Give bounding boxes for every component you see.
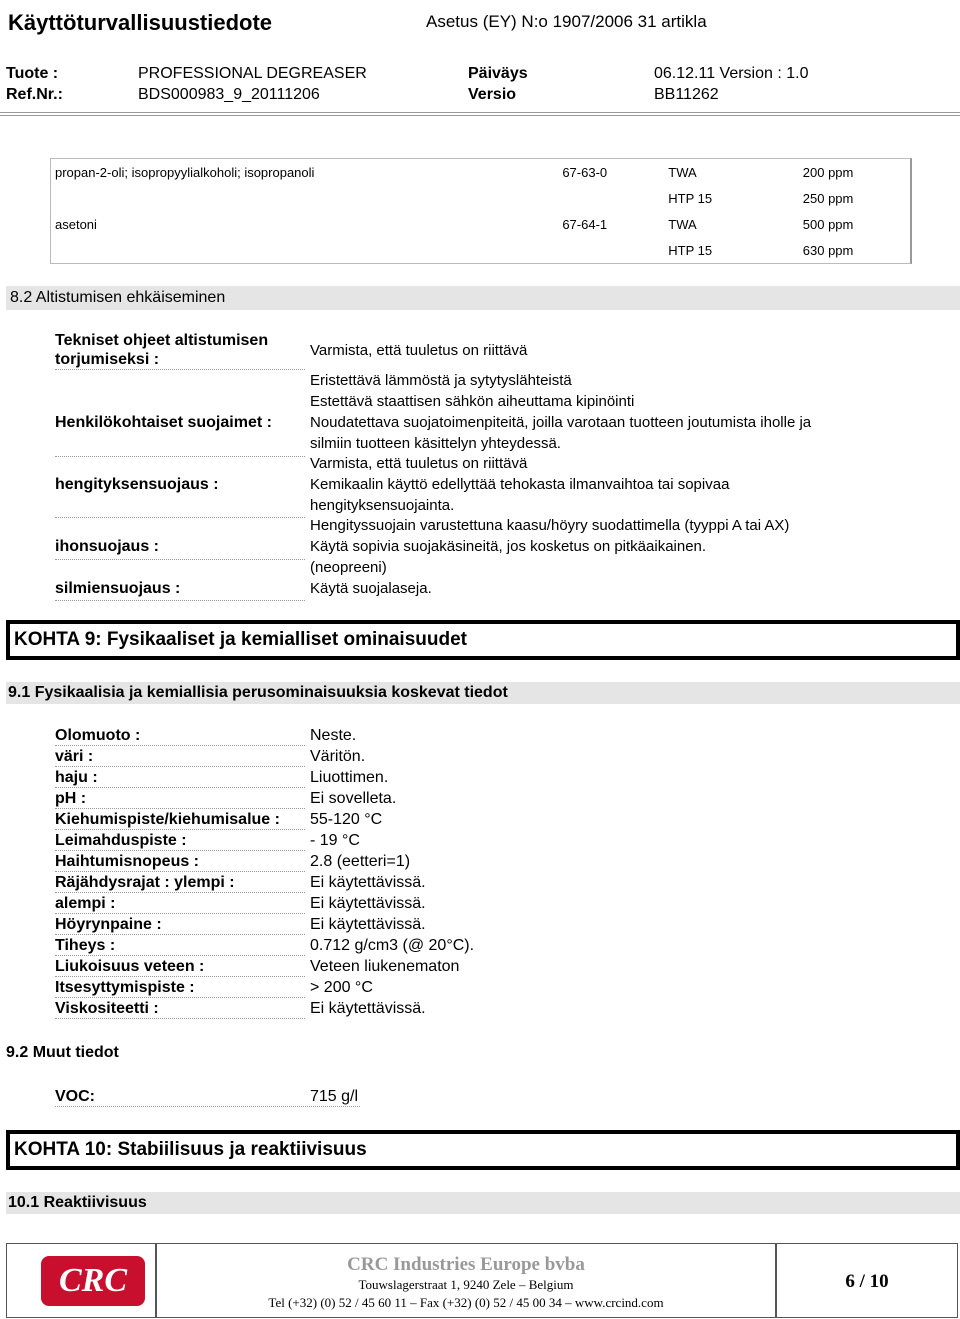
skin-protection-label: ihonsuojaus : (55, 538, 159, 555)
table-row (51, 185, 901, 211)
property-row (55, 895, 555, 915)
exposure-control-line: Käytä sopivia suojakäsineitä, jos kosketus on pitkäaikainen. (310, 538, 707, 555)
table-cell-cas (558, 185, 664, 211)
footer-logo-box (6, 1243, 156, 1318)
date-label: Päiväys (468, 65, 528, 82)
property-label: pH : (55, 790, 305, 809)
ref-value: BDS000983_9_20111206 (138, 86, 320, 103)
property-row (55, 832, 555, 852)
property-value: Ei käytettävissä. (310, 874, 426, 891)
exposure-control-line: Hengityssuojain varustettuna kaasu/höyry suodattimella (tyyppi A tai AX) (310, 517, 790, 534)
dotted-divider (55, 517, 305, 518)
property-label: Kiehumispiste/kiehumisalue : (55, 811, 305, 830)
date-value: 06.12.11 Version : 1.0 (654, 65, 809, 82)
table-cell-type: HTP 15 (668, 242, 713, 258)
exposure-control-line: Kemikaalin käyttö edellyttää tehokasta ilmanvaihtoa tai sopivaa (310, 476, 730, 493)
property-row (55, 853, 555, 873)
exposure-control-line: silmiin tuotteen käsittelyn yhteydessä. (310, 435, 561, 452)
property-value: 55-120 °C (310, 811, 383, 828)
header-divider (0, 112, 960, 116)
property-row (55, 811, 555, 831)
page-number: 6 / 10 (776, 1243, 958, 1318)
product-label: Tuote : (6, 65, 59, 82)
exposure-limits-table (50, 158, 912, 264)
property-value: Väritön. (310, 748, 366, 765)
property-row (55, 748, 555, 768)
table-cell-cas (558, 237, 664, 263)
property-value: Ei käytettävissä. (310, 916, 426, 933)
property-value: 2.8 (eetteri=1) (310, 853, 411, 870)
property-label: Liukoisuus veteen : (55, 958, 305, 977)
property-label: Haihtumisnopeus : (55, 853, 305, 872)
company-name: CRC Industries Europe bvba (347, 1254, 585, 1275)
property-row (55, 727, 555, 747)
exposure-control-line: (neopreeni) (310, 559, 387, 576)
table-cell-name: propan-2-oli; isopropyylialkoholi; isopropanoli (55, 164, 315, 180)
version-value: BB11262 (654, 86, 719, 103)
exposure-control-line: hengityksensuojainta. (310, 497, 455, 514)
property-row (55, 958, 555, 978)
respiratory-protection-label: hengityksensuojaus : (55, 476, 219, 493)
section-9-2-title: 9.2 Muut tiedot (6, 1044, 119, 1061)
crc-logo: CRC (41, 1256, 145, 1306)
property-row (55, 874, 555, 894)
section-9-title: KOHTA 9: Fysikaaliset ja kemialliset ominaisuudet (6, 620, 960, 660)
table-cell-cas: 67-63-0 (562, 164, 608, 180)
dotted-divider (55, 559, 305, 560)
version-label: Versio (468, 86, 517, 103)
dotted-divider (55, 369, 305, 370)
table-cell-name (51, 237, 558, 263)
table-cell-name: asetoni (55, 216, 97, 232)
property-value: Neste. (310, 727, 357, 744)
exposure-control-line: Noudatettava suojatoimenpiteitä, joilla varotaan tuotteen joutumista iholle ja (310, 414, 812, 431)
property-row (55, 1000, 555, 1020)
property-label: väri : (55, 748, 305, 767)
property-value: 0.712 g/cm3 (@ 20°C). (310, 937, 475, 954)
technical-measures-label: Tekniset ohjeet altistumisen torjumiseksi : (55, 332, 269, 368)
property-label: Räjähdysrajat : ylempi : (55, 874, 305, 893)
footer-company-box (156, 1243, 776, 1318)
personal-protection-label: Henkilökohtaiset suojaimet : (55, 414, 272, 431)
table-cell-limit: 200 ppm (802, 164, 854, 180)
property-row (55, 916, 555, 936)
section-9-1-title: 9.1 Fysikaalisia ja kemiallisia perusominaisuuksia koskevat tiedot (6, 682, 960, 704)
property-value: Liuottimen. (310, 769, 389, 786)
property-label: Itsesyttymispiste : (55, 979, 305, 998)
table-cell-type: TWA (668, 164, 697, 180)
product-value: PROFESSIONAL DEGREASER (138, 65, 367, 82)
property-value: Ei käytettävissä. (310, 895, 426, 912)
voc-value: 715 g/l (310, 1088, 359, 1105)
document-title: Käyttöturvallisuustiedote (8, 10, 273, 35)
property-row (55, 979, 555, 999)
property-row (55, 769, 555, 789)
ref-label: Ref.Nr.: (6, 86, 63, 103)
property-row (55, 790, 555, 810)
company-contact: Tel (+32) (0) 52 / 45 60 11 – Fax (+32) (0) 52 / 45 00 34 – www.crcind.com (268, 1295, 664, 1310)
exposure-control-line: Varmista, että tuuletus on riittävä (310, 342, 528, 359)
voc-label: VOC: (55, 1088, 95, 1105)
section-10-title: KOHTA 10: Stabiilisuus ja reaktiivisuus (6, 1130, 960, 1170)
table-cell-name (51, 185, 558, 211)
property-label: haju : (55, 769, 305, 788)
table-row (51, 159, 901, 185)
exposure-control-line: Eristettävä lämmöstä ja sytytyslähteistä (310, 372, 572, 389)
dotted-divider (55, 456, 305, 457)
exposure-control-line: Estettävä staattisen sähkön aiheuttama kipinöinti (310, 393, 635, 410)
section-10-1-title: 10.1 Reaktiivisuus (6, 1192, 960, 1214)
property-row (55, 937, 555, 957)
property-label: Viskositeetti : (55, 1000, 305, 1019)
property-label: alempi : (55, 895, 305, 914)
section-8-2-title: 8.2 Altistumisen ehkäiseminen (6, 286, 960, 310)
dotted-divider (55, 1106, 360, 1107)
table-cell-cas: 67-64-1 (562, 216, 608, 232)
table-row (51, 237, 901, 263)
exposure-control-line: Varmista, että tuuletus on riittävä (310, 455, 528, 472)
dotted-divider (55, 600, 305, 601)
table-cell-type: TWA (668, 216, 697, 232)
property-label: Leimahduspiste : (55, 832, 305, 851)
property-value: > 200 °C (310, 979, 373, 996)
property-label: Olomuoto : (55, 727, 305, 746)
property-label: Höyrynpaine : (55, 916, 305, 935)
table-cell-type: HTP 15 (668, 190, 713, 206)
property-label: Tiheys : (55, 937, 305, 956)
property-value: Ei käytettävissä. (310, 1000, 426, 1017)
eye-protection-label: silmiensuojaus : (55, 580, 181, 597)
property-value: Veteen liukenematon (310, 958, 460, 975)
table-cell-limit: 500 ppm (802, 216, 854, 232)
company-address: Touwslagerstraat 1, 9240 Zele – Belgium (358, 1277, 574, 1292)
property-value: Ei sovelleta. (310, 790, 397, 807)
table-cell-limit: 630 ppm (802, 242, 854, 258)
table-cell-limit: 250 ppm (802, 190, 854, 206)
exposure-control-line: Käytä suojalaseja. (310, 580, 432, 597)
regulation-reference: Asetus (EY) N:o 1907/2006 31 artikla (426, 12, 707, 31)
table-row (51, 211, 901, 237)
property-value: - 19 °C (310, 832, 360, 849)
